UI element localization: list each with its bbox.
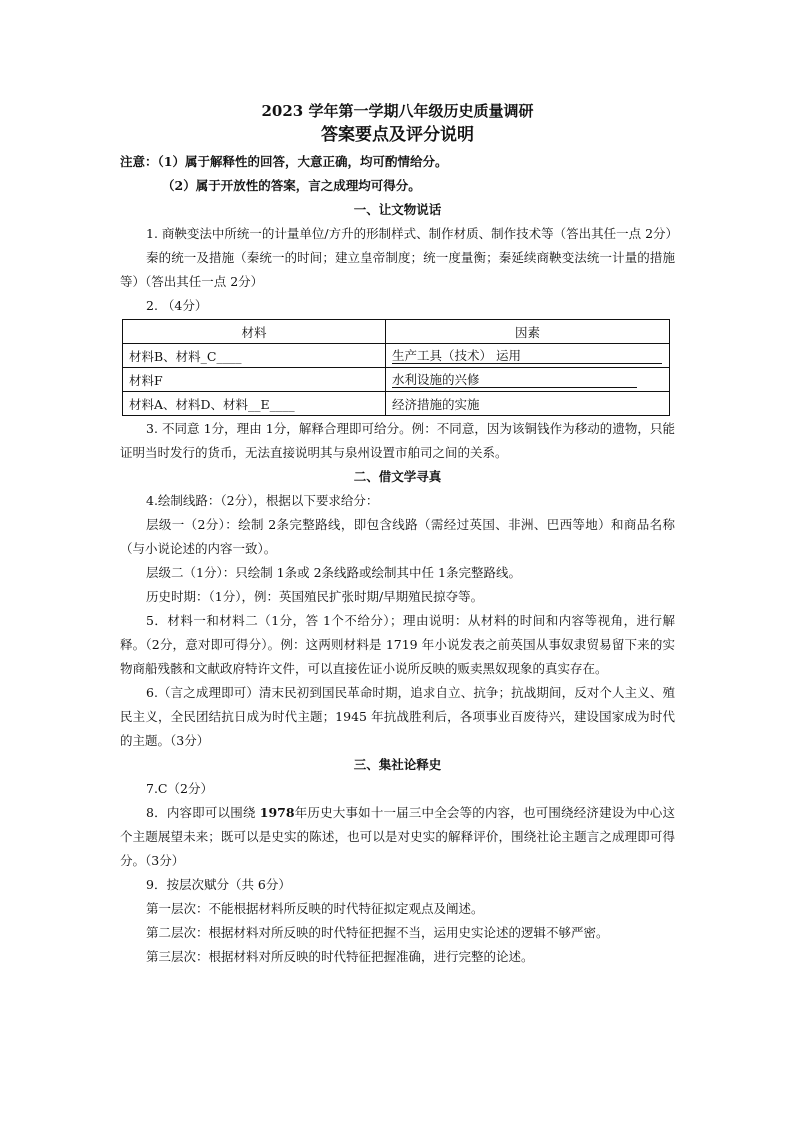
q8-answer — [120, 801, 675, 873]
q1-answer-line-1: 1. 商鞅变法中所统一的计量单位/方升的形制样式、制作材质、制作技术等（答出其任一点 2分） — [146, 226, 679, 241]
page-subtitle: 答案要点及评分说明 — [321, 125, 474, 145]
q9-line-1: 9．按层次赋分（共 6分） — [146, 877, 291, 892]
q8-text-before: 8．内容即可以围绕 — [146, 805, 260, 820]
q2-answer-table — [122, 319, 670, 416]
note-2: （2）属于开放性的答案，言之成理均可得分。 — [162, 178, 421, 193]
table-cell-factor — [386, 344, 670, 368]
q6-answer: 6.（言之成理即可）清末民初到国民革命时期，追求自立、抗争；抗战期间，反对个人主义、殖民主义，全民团结抗日成为时代主题；1945 年抗战胜利后，各项事业百废待兴，建设国家成为时代的主题。（3分） — [120, 685, 675, 748]
table-cell-factor — [386, 368, 670, 392]
table-header-cell: 因素 — [386, 320, 670, 344]
underlined-answer: 生产工具（技术） 运用 — [392, 348, 662, 364]
page-title: 2023 学年第一学期八年级历史质量调研 — [261, 102, 534, 120]
q4-line-3: 层级二（1分）：只绘制 1条或 2条线路或绘制其中任 1条完整路线。 — [146, 565, 521, 580]
table-cell-factor: 经济措施的实施 — [386, 392, 670, 416]
q9-line-3: 第二层次：根据材料对所反映的时代特征把握不当，运用史实论述的逻辑不够严密。 — [146, 925, 609, 940]
q1-answer-line-2: 秦的统一及措施（秦统一的时间；建立皇帝制度；统一度量衡；秦延续商鞅变法统一计量的措施等）（答出其任一点 2分） — [120, 250, 675, 289]
q3-answer: 3. 不同意 1分，理由 1分，解释合理即可给分。例：不同意，因为该铜钱作为移动的遗物，只能证明当时发行的货币，无法直接说明其与泉州设置市舶司之间的关系。 — [120, 421, 675, 460]
answer-sheet — [120, 100, 679, 969]
table-cell-material: 材料A、材料D、材料__E____ — [123, 392, 386, 416]
q9-line-4: 第三层次：根据材料对所反映的时代特征把握准确，进行完整的论述。 — [146, 949, 534, 964]
q8-year: 1978 — [259, 805, 295, 820]
q4-line-1: 4.绘制线路：（2分），根据以下要求给分： — [146, 493, 379, 508]
underlined-answer: 水利设施的兴修 — [392, 372, 637, 388]
section-heading-3: 三、集社论释史 — [353, 757, 442, 772]
q4-line-4: 历史时期：（1分），例：英国殖民扩张时期/早期殖民掠夺等。 — [146, 589, 484, 604]
q5-answer: 5．材料一和材料二（1分，答 1个不给分）；理由说明：从材料的时间和内容等视角，进行解释。（2分，意对即可得分）。例：这两则材料是 1719 年小说发表之前英国从事奴隶贸易留下来的实物商船残骸和文献政府特许文件，可以直接佐证小说所反映的贩卖黑奴现象的真实存在。 — [120, 613, 675, 676]
section-heading-1: 一、让文物说话 — [353, 202, 442, 217]
note-line-1 — [120, 150, 675, 174]
table-header-row — [123, 320, 670, 344]
q8-text-after: 年历史大事如十一届三中全会等的内容，也可围绕经济建设为中心这个主题展望未来；既可以是史实的陈述，也可以是对史实的解释评价，围绕社论主题言之成理即可得分。（3分） — [120, 805, 675, 868]
table-cell-material: 材料F — [123, 368, 386, 392]
q4-line-2: 层级一（2分）：绘制 2条完整路线，即包含线路（需经过英国、非洲、巴西等地）和商品名称（与小说论述的内容一致）。 — [120, 517, 675, 556]
section-heading-2: 二、借文学寻真 — [353, 469, 442, 484]
q2-label: 2. （4分） — [146, 298, 208, 313]
table-row — [123, 368, 670, 392]
note-label: 注意： — [120, 154, 158, 169]
table-row — [123, 392, 670, 416]
table-cell-material: 材料B、材料_C____ — [123, 344, 386, 368]
note-1: （1）属于解释性的回答，大意正确，均可酌情给分。 — [157, 154, 448, 169]
table-row — [123, 344, 670, 368]
table-header-cell: 材料 — [123, 320, 386, 344]
q7-answer: 7.C（2分） — [146, 781, 213, 796]
q9-line-2: 第一层次：不能根据材料所反映的时代特征拟定观点及阐述。 — [146, 901, 484, 916]
